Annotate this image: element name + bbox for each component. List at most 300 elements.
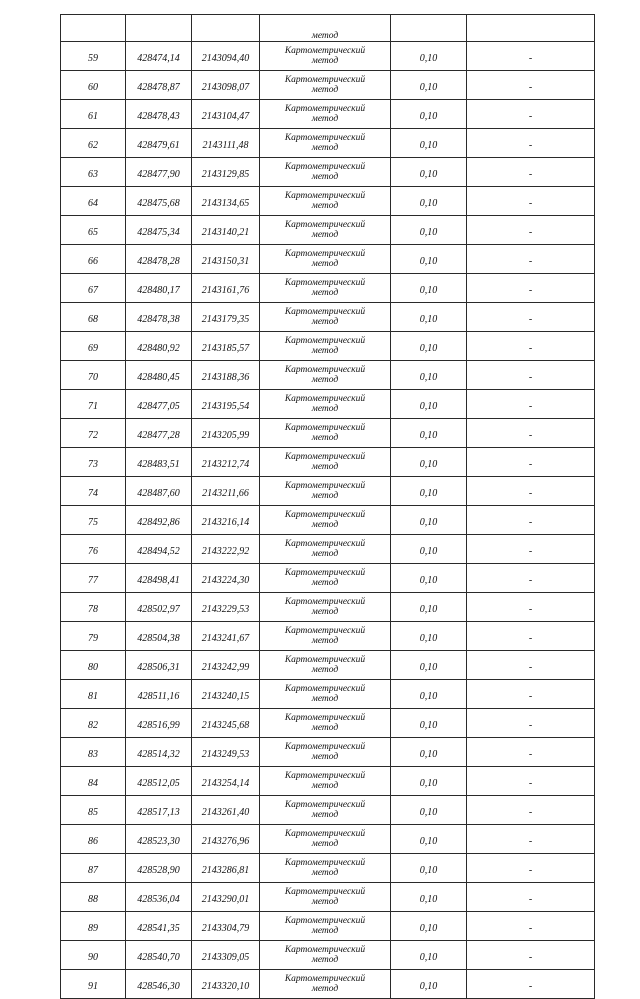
x-coordinate-cell: 428546,30	[126, 970, 192, 999]
x-coordinate-cell: 428498,41	[126, 564, 192, 593]
method-cell	[260, 622, 391, 651]
accuracy-cell: 0,10	[391, 796, 467, 825]
x-coordinate-cell: 428517,13	[126, 796, 192, 825]
table-row	[61, 738, 595, 767]
method-cell	[260, 767, 391, 796]
table-row	[61, 129, 595, 158]
table-row	[61, 245, 595, 274]
note-cell: -	[467, 912, 595, 941]
method-cell	[260, 941, 391, 970]
accuracy-cell: 0,10	[391, 651, 467, 680]
method-cell	[260, 71, 391, 100]
method-cell	[260, 274, 391, 303]
accuracy-cell: 0,10	[391, 883, 467, 912]
x-coordinate-cell: 428504,38	[126, 622, 192, 651]
method-cell	[260, 796, 391, 825]
method-line-2: метод	[311, 520, 339, 530]
note-cell: -	[467, 129, 595, 158]
method-line-2: метод	[311, 143, 339, 153]
point-number-cell: 88	[61, 883, 126, 912]
table-row	[61, 100, 595, 129]
method-line-1: Картометрический	[284, 713, 366, 723]
method-line-2: метод	[311, 607, 339, 617]
method-cell	[260, 535, 391, 564]
note-cell: -	[467, 622, 595, 651]
method-line-2: метод	[311, 926, 339, 936]
method-line-2: метод	[311, 317, 339, 327]
point-number-cell: 82	[61, 709, 126, 738]
method-line-1: Картометрический	[284, 249, 366, 259]
y-coordinate-cell: 2143290,01	[192, 883, 260, 912]
note-cell: -	[467, 332, 595, 361]
method-cell	[260, 100, 391, 129]
point-number-cell: 84	[61, 767, 126, 796]
method-line-2: метод	[311, 259, 339, 269]
table-row	[61, 854, 595, 883]
continued-note-cell	[467, 15, 595, 42]
y-coordinate-cell: 2143304,79	[192, 912, 260, 941]
method-cell	[260, 419, 391, 448]
method-line-1: Картометрический	[284, 684, 366, 694]
x-coordinate-cell: 428506,31	[126, 651, 192, 680]
table-row	[61, 71, 595, 100]
method-line-2: метод	[311, 549, 339, 559]
accuracy-cell: 0,10	[391, 245, 467, 274]
table-row	[61, 274, 595, 303]
point-number-cell: 87	[61, 854, 126, 883]
x-coordinate-cell: 428480,17	[126, 274, 192, 303]
method-cell	[260, 332, 391, 361]
method-line-2: метод	[311, 897, 339, 907]
note-cell: -	[467, 825, 595, 854]
method-line-1: Картометрический	[284, 771, 366, 781]
method-line-1: Картометрический	[284, 133, 366, 143]
y-coordinate-cell: 2143161,76	[192, 274, 260, 303]
note-cell: -	[467, 593, 595, 622]
note-cell: -	[467, 274, 595, 303]
method-cell	[260, 245, 391, 274]
coordinates-table-body	[61, 15, 595, 999]
x-coordinate-cell: 428483,51	[126, 448, 192, 477]
method-line-1: Картометрический	[284, 887, 366, 897]
table-row	[61, 390, 595, 419]
point-number-cell: 85	[61, 796, 126, 825]
method-line-2: метод	[311, 810, 339, 820]
table-row	[61, 680, 595, 709]
table-row	[61, 535, 595, 564]
method-cell	[260, 651, 391, 680]
accuracy-cell: 0,10	[391, 216, 467, 245]
method-cell	[260, 564, 391, 593]
method-line-2: метод	[311, 839, 339, 849]
method-line-1: Картометрический	[284, 916, 366, 926]
note-cell: -	[467, 42, 595, 71]
y-coordinate-cell: 2143094,40	[192, 42, 260, 71]
table-row	[61, 332, 595, 361]
y-coordinate-cell: 2143150,31	[192, 245, 260, 274]
y-coordinate-cell: 2143241,67	[192, 622, 260, 651]
method-line-2: метод	[311, 752, 339, 762]
method-line-2: метод	[311, 56, 339, 66]
accuracy-cell: 0,10	[391, 535, 467, 564]
y-coordinate-cell: 2143211,66	[192, 477, 260, 506]
point-number-cell: 79	[61, 622, 126, 651]
point-number-cell: 83	[61, 738, 126, 767]
x-coordinate-cell: 428478,28	[126, 245, 192, 274]
note-cell: -	[467, 651, 595, 680]
y-coordinate-cell: 2143309,05	[192, 941, 260, 970]
point-number-cell: 69	[61, 332, 126, 361]
note-cell: -	[467, 854, 595, 883]
method-line-1: Картометрический	[284, 191, 366, 201]
note-cell: -	[467, 767, 595, 796]
table-row	[61, 42, 595, 71]
continued-accuracy-cell	[391, 15, 467, 42]
table-row	[61, 477, 595, 506]
x-coordinate-cell: 428477,05	[126, 390, 192, 419]
x-coordinate-cell: 428478,38	[126, 303, 192, 332]
table-row	[61, 883, 595, 912]
y-coordinate-cell: 2143320,10	[192, 970, 260, 999]
accuracy-cell: 0,10	[391, 854, 467, 883]
x-coordinate-cell: 428477,28	[126, 419, 192, 448]
note-cell: -	[467, 941, 595, 970]
method-cell	[260, 738, 391, 767]
x-coordinate-cell: 428474,14	[126, 42, 192, 71]
note-cell: -	[467, 187, 595, 216]
method-cell	[260, 709, 391, 738]
method-line-1: Картометрический	[284, 481, 366, 491]
x-coordinate-cell: 428477,90	[126, 158, 192, 187]
accuracy-cell: 0,10	[391, 970, 467, 999]
y-coordinate-cell: 2143240,15	[192, 680, 260, 709]
note-cell: -	[467, 303, 595, 332]
note-cell: -	[467, 100, 595, 129]
accuracy-cell: 0,10	[391, 390, 467, 419]
method-cell	[260, 361, 391, 390]
accuracy-cell: 0,10	[391, 680, 467, 709]
method-line-1: Картометрический	[284, 974, 366, 984]
point-number-cell: 80	[61, 651, 126, 680]
method-line-2: метод	[311, 665, 339, 675]
point-number-cell: 78	[61, 593, 126, 622]
accuracy-cell: 0,10	[391, 419, 467, 448]
point-number-cell: 71	[61, 390, 126, 419]
table-row	[61, 970, 595, 999]
method-line-2: метод	[311, 955, 339, 965]
table-row	[61, 941, 595, 970]
method-line-1: Картометрический	[284, 278, 366, 288]
x-coordinate-cell: 428480,45	[126, 361, 192, 390]
method-cell	[260, 303, 391, 332]
method-line-2: метод	[311, 491, 339, 501]
point-number-cell: 89	[61, 912, 126, 941]
table-row	[61, 419, 595, 448]
accuracy-cell: 0,10	[391, 825, 467, 854]
accuracy-cell: 0,10	[391, 71, 467, 100]
method-cell	[260, 477, 391, 506]
method-line-2: метод	[311, 781, 339, 791]
table-row	[61, 709, 595, 738]
note-cell: -	[467, 71, 595, 100]
method-line-1: Картометрический	[284, 104, 366, 114]
y-coordinate-cell: 2143212,74	[192, 448, 260, 477]
method-cell	[260, 680, 391, 709]
accuracy-cell: 0,10	[391, 477, 467, 506]
method-line-2: метод	[311, 462, 339, 472]
point-number-cell: 74	[61, 477, 126, 506]
x-coordinate-cell: 428528,90	[126, 854, 192, 883]
x-coordinate-cell: 428478,43	[126, 100, 192, 129]
method-cell	[260, 216, 391, 245]
x-coordinate-cell: 428475,68	[126, 187, 192, 216]
method-line-2: метод	[311, 694, 339, 704]
table-row	[61, 912, 595, 941]
point-number-cell: 61	[61, 100, 126, 129]
x-coordinate-cell: 428475,34	[126, 216, 192, 245]
note-cell: -	[467, 245, 595, 274]
y-coordinate-cell: 2143179,35	[192, 303, 260, 332]
method-cell	[260, 825, 391, 854]
note-cell: -	[467, 883, 595, 912]
y-coordinate-cell: 2143140,21	[192, 216, 260, 245]
point-number-cell: 59	[61, 42, 126, 71]
method-line-2: метод	[311, 375, 339, 385]
method-line-1: Картометрический	[284, 394, 366, 404]
method-cell	[260, 129, 391, 158]
method-line-1: Картометрический	[284, 510, 366, 520]
table-row	[61, 361, 595, 390]
y-coordinate-cell: 2143129,85	[192, 158, 260, 187]
note-cell: -	[467, 796, 595, 825]
continued-x-cell	[126, 15, 192, 42]
y-coordinate-cell: 2143254,14	[192, 767, 260, 796]
method-line-1: Картометрический	[284, 800, 366, 810]
note-cell: -	[467, 158, 595, 187]
point-number-cell: 75	[61, 506, 126, 535]
point-number-cell: 60	[61, 71, 126, 100]
table-row	[61, 825, 595, 854]
continued-row	[61, 15, 595, 42]
x-coordinate-cell: 428479,61	[126, 129, 192, 158]
accuracy-cell: 0,10	[391, 303, 467, 332]
y-coordinate-cell: 2143111,48	[192, 129, 260, 158]
method-cell	[260, 970, 391, 999]
method-line-1: Картометрический	[284, 742, 366, 752]
continued-y-cell	[192, 15, 260, 42]
method-line-1: Картометрический	[284, 46, 366, 56]
y-coordinate-cell: 2143216,14	[192, 506, 260, 535]
method-cell	[260, 158, 391, 187]
accuracy-cell: 0,10	[391, 506, 467, 535]
y-coordinate-cell: 2143249,53	[192, 738, 260, 767]
note-cell: -	[467, 419, 595, 448]
x-coordinate-cell: 428523,30	[126, 825, 192, 854]
x-coordinate-cell: 428516,99	[126, 709, 192, 738]
accuracy-cell: 0,10	[391, 709, 467, 738]
method-line-2: метод	[311, 230, 339, 240]
note-cell: -	[467, 448, 595, 477]
x-coordinate-cell: 428536,04	[126, 883, 192, 912]
continued-method-cell	[260, 15, 391, 42]
x-coordinate-cell: 428487,60	[126, 477, 192, 506]
x-coordinate-cell: 428541,35	[126, 912, 192, 941]
method-cell	[260, 187, 391, 216]
point-number-cell: 90	[61, 941, 126, 970]
method-line-2: метод	[311, 404, 339, 414]
x-coordinate-cell: 428514,32	[126, 738, 192, 767]
x-coordinate-cell: 428512,05	[126, 767, 192, 796]
y-coordinate-cell: 2143098,07	[192, 71, 260, 100]
method-line-2: метод	[311, 433, 339, 443]
point-number-cell: 86	[61, 825, 126, 854]
accuracy-cell: 0,10	[391, 361, 467, 390]
continued-method-tail: метод	[311, 31, 339, 41]
method-line-1: Картометрический	[284, 829, 366, 839]
method-cell	[260, 912, 391, 941]
y-coordinate-cell: 2143188,36	[192, 361, 260, 390]
table-row	[61, 796, 595, 825]
x-coordinate-cell: 428511,16	[126, 680, 192, 709]
note-cell: -	[467, 477, 595, 506]
method-line-1: Картометрический	[284, 626, 366, 636]
accuracy-cell: 0,10	[391, 158, 467, 187]
method-line-1: Картометрический	[284, 597, 366, 607]
note-cell: -	[467, 738, 595, 767]
accuracy-cell: 0,10	[391, 941, 467, 970]
point-number-cell: 65	[61, 216, 126, 245]
method-line-1: Картометрический	[284, 539, 366, 549]
method-line-1: Картометрический	[284, 307, 366, 317]
method-cell	[260, 854, 391, 883]
point-number-cell: 62	[61, 129, 126, 158]
accuracy-cell: 0,10	[391, 274, 467, 303]
method-cell	[260, 390, 391, 419]
table-row	[61, 651, 595, 680]
method-line-2: метод	[311, 85, 339, 95]
point-number-cell: 67	[61, 274, 126, 303]
y-coordinate-cell: 2143134,65	[192, 187, 260, 216]
table-row	[61, 622, 595, 651]
accuracy-cell: 0,10	[391, 129, 467, 158]
method-line-1: Картометрический	[284, 365, 366, 375]
table-row	[61, 564, 595, 593]
y-coordinate-cell: 2143222,92	[192, 535, 260, 564]
x-coordinate-cell: 428502,97	[126, 593, 192, 622]
y-coordinate-cell: 2143224,30	[192, 564, 260, 593]
accuracy-cell: 0,10	[391, 42, 467, 71]
method-line-2: метод	[311, 636, 339, 646]
accuracy-cell: 0,10	[391, 332, 467, 361]
note-cell: -	[467, 535, 595, 564]
y-coordinate-cell: 2143205,99	[192, 419, 260, 448]
point-number-cell: 66	[61, 245, 126, 274]
accuracy-cell: 0,10	[391, 593, 467, 622]
continued-num-cell	[61, 15, 126, 42]
accuracy-cell: 0,10	[391, 767, 467, 796]
note-cell: -	[467, 709, 595, 738]
y-coordinate-cell: 2143245,68	[192, 709, 260, 738]
accuracy-cell: 0,10	[391, 622, 467, 651]
note-cell: -	[467, 361, 595, 390]
table-row	[61, 303, 595, 332]
table-row	[61, 216, 595, 245]
y-coordinate-cell: 2143195,54	[192, 390, 260, 419]
note-cell: -	[467, 390, 595, 419]
method-line-1: Картометрический	[284, 655, 366, 665]
method-line-1: Картометрический	[284, 75, 366, 85]
point-number-cell: 91	[61, 970, 126, 999]
point-number-cell: 68	[61, 303, 126, 332]
point-number-cell: 76	[61, 535, 126, 564]
y-coordinate-cell: 2143104,47	[192, 100, 260, 129]
x-coordinate-cell: 428478,87	[126, 71, 192, 100]
point-number-cell: 81	[61, 680, 126, 709]
method-line-2: метод	[311, 578, 339, 588]
note-cell: -	[467, 216, 595, 245]
method-line-1: Картометрический	[284, 336, 366, 346]
method-cell	[260, 593, 391, 622]
method-line-1: Картометрический	[284, 220, 366, 230]
method-line-2: метод	[311, 868, 339, 878]
x-coordinate-cell: 428492,86	[126, 506, 192, 535]
x-coordinate-cell: 428480,92	[126, 332, 192, 361]
table-row	[61, 187, 595, 216]
point-number-cell: 64	[61, 187, 126, 216]
accuracy-cell: 0,10	[391, 564, 467, 593]
point-number-cell: 63	[61, 158, 126, 187]
note-cell: -	[467, 970, 595, 999]
method-line-2: метод	[311, 346, 339, 356]
point-number-cell: 73	[61, 448, 126, 477]
method-line-1: Картометрический	[284, 162, 366, 172]
method-line-2: метод	[311, 201, 339, 211]
y-coordinate-cell: 2143276,96	[192, 825, 260, 854]
y-coordinate-cell: 2143229,53	[192, 593, 260, 622]
y-coordinate-cell: 2143185,57	[192, 332, 260, 361]
note-cell: -	[467, 564, 595, 593]
note-cell: -	[467, 506, 595, 535]
method-cell	[260, 883, 391, 912]
method-line-2: метод	[311, 984, 339, 994]
x-coordinate-cell: 428494,52	[126, 535, 192, 564]
note-cell: -	[467, 680, 595, 709]
accuracy-cell: 0,10	[391, 738, 467, 767]
accuracy-cell: 0,10	[391, 448, 467, 477]
method-cell	[260, 42, 391, 71]
method-line-1: Картометрический	[284, 858, 366, 868]
y-coordinate-cell: 2143261,40	[192, 796, 260, 825]
table-row	[61, 448, 595, 477]
accuracy-cell: 0,10	[391, 912, 467, 941]
coordinates-table	[60, 14, 595, 999]
method-line-1: Картометрический	[284, 423, 366, 433]
accuracy-cell: 0,10	[391, 100, 467, 129]
method-line-1: Картометрический	[284, 945, 366, 955]
point-number-cell: 70	[61, 361, 126, 390]
method-line-2: метод	[311, 723, 339, 733]
y-coordinate-cell: 2143286,81	[192, 854, 260, 883]
accuracy-cell: 0,10	[391, 187, 467, 216]
table-row	[61, 158, 595, 187]
method-line-1: Картометрический	[284, 452, 366, 462]
y-coordinate-cell: 2143242,99	[192, 651, 260, 680]
table-row	[61, 593, 595, 622]
method-cell	[260, 506, 391, 535]
method-line-2: метод	[311, 114, 339, 124]
method-line-1: Картометрический	[284, 568, 366, 578]
method-line-2: метод	[311, 172, 339, 182]
